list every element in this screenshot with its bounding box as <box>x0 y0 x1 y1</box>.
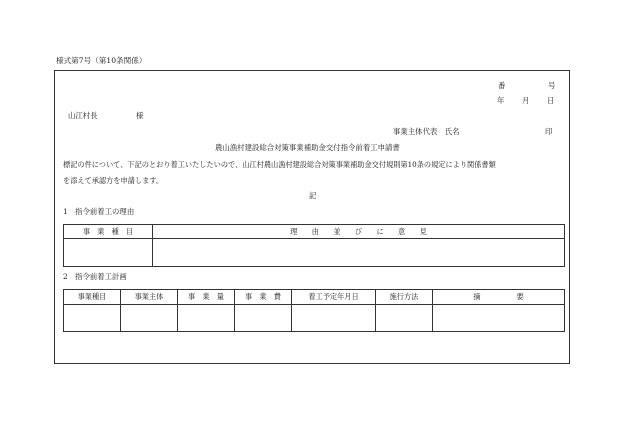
plan-cell-quantity[interactable] <box>178 305 235 332</box>
body-text-line-1: 標記の件について、下記のとおり着工いたしたいので、山江村農山漁村建設総合対策事業補助金交付規則第10条の規定により関係書類 <box>63 160 496 169</box>
note-label: 記 <box>309 191 317 200</box>
section2-heading: 2 指令前着工計画 <box>63 272 127 281</box>
reason-cell-reason[interactable] <box>153 239 565 267</box>
date-day: 日 <box>547 96 555 105</box>
plan-table <box>63 289 565 332</box>
plan-header-item: 事業種目 <box>64 290 121 305</box>
date-month: 月 <box>522 96 530 105</box>
plan-header-quantity: 事 業 量 <box>178 290 235 305</box>
number-label: 番 <box>498 81 506 90</box>
reason-cell-item[interactable] <box>64 239 153 267</box>
plan-header-remarks: 摘 要 <box>433 290 565 305</box>
plan-cell-start-date[interactable] <box>292 305 376 332</box>
reason-header-reason: 理 由 並 び に 意 見 <box>153 225 565 239</box>
addressee: 山江村長 <box>68 111 98 120</box>
plan-header-cost: 事 業 費 <box>235 290 292 305</box>
plan-cell-item[interactable] <box>64 305 121 332</box>
plan-header-method: 施行方法 <box>376 290 433 305</box>
plan-cell-entity[interactable] <box>121 305 178 332</box>
number-suffix: 号 <box>548 81 556 90</box>
section1-heading: 1 指令前着工の理由 <box>63 207 135 216</box>
reason-header-item: 事 業 種 目 <box>64 225 153 239</box>
plan-cell-method[interactable] <box>376 305 433 332</box>
addressee-honorific: 様 <box>136 111 144 120</box>
applicant-label: 事業主体代表 氏名 <box>393 127 460 136</box>
body-text-line-2: を添えて承認方を申請します。 <box>63 176 164 185</box>
plan-header-start-date: 着工予定年月日 <box>292 290 376 305</box>
form-caption: 様式第7号（第10条関係） <box>56 56 147 65</box>
plan-cell-cost[interactable] <box>235 305 292 332</box>
reason-table <box>63 224 565 267</box>
seal-label: 印 <box>545 127 553 136</box>
plan-cell-remarks[interactable] <box>433 305 565 332</box>
document-title: 農山漁村建設総合対策事業補助金交付指令前着工申請書 <box>215 143 400 152</box>
date-year: 年 <box>497 96 505 105</box>
plan-header-entity: 事業主体 <box>121 290 178 305</box>
